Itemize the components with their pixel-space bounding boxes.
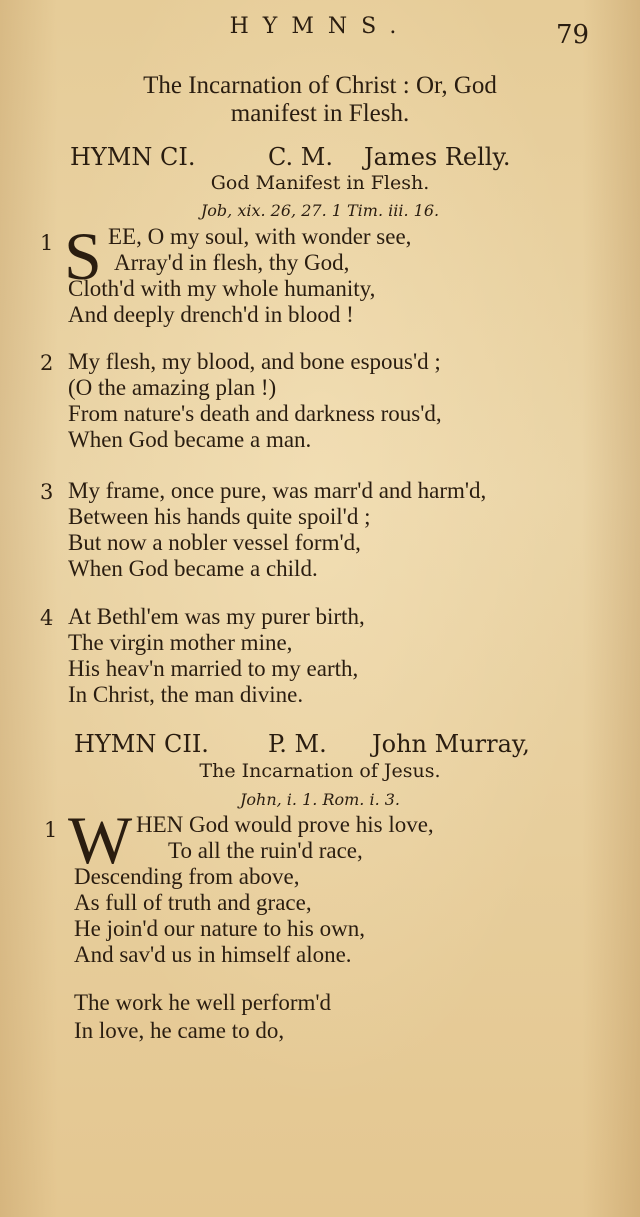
- verse-line: As full of truth and grace,: [74, 890, 312, 915]
- scripture-references: Job, xix. 26, 27. 1 Tim. iii. 16.: [200, 201, 440, 220]
- verse-line: His heav'n married to my earth,: [68, 656, 359, 681]
- verse-line: EE, O my soul, with wonder see,: [108, 224, 412, 249]
- verse-line: But now a nobler vessel form'd,: [68, 530, 361, 555]
- hymn-author: John Murray,: [372, 730, 530, 758]
- hymn-subtitle: The Incarnation of Jesus.: [199, 760, 441, 782]
- hymn-author: James Relly.: [364, 143, 511, 171]
- verse-line: And sav'd us in himself alone.: [74, 942, 352, 967]
- hymn-meter: C. M.: [268, 143, 333, 171]
- verse-line: Descending from above,: [74, 864, 300, 889]
- verse-line: When God became a man.: [68, 427, 312, 452]
- verse-line: Between his hands quite spoil'd ;: [68, 504, 371, 529]
- verse-number: 1: [44, 818, 58, 842]
- verse-line: My frame, once pure, was marr'd and harm'd,: [68, 478, 487, 503]
- verse-line: In Christ, the man divine.: [68, 682, 304, 707]
- section-title-line-1: The Incarnation of Christ : Or, God: [143, 72, 497, 99]
- verse-line: (O the amazing plan !): [68, 375, 277, 400]
- verse-line: When God became a child.: [68, 556, 318, 581]
- page-number: 79: [556, 20, 590, 50]
- hymn-number: HYMN CII.: [74, 730, 209, 758]
- hymn-number: HYMN CI.: [70, 143, 196, 171]
- section-title-line-2: manifest in Flesh.: [230, 100, 410, 127]
- hymn-meter: P. M.: [268, 730, 327, 758]
- hymn-subtitle: God Manifest in Flesh.: [210, 172, 430, 194]
- drop-cap: W: [68, 802, 133, 878]
- verse-line: The virgin mother mine,: [68, 630, 293, 655]
- verse-line: Array'd in flesh, thy God,: [114, 250, 350, 275]
- verse-line: At Bethl'em was my purer birth,: [68, 604, 365, 629]
- verse-number: 2: [40, 351, 54, 375]
- verse-line: And deeply drench'd in blood !: [68, 302, 354, 327]
- verse-line: My flesh, my blood, and bone espous'd ;: [68, 349, 441, 374]
- verse-number: 3: [40, 480, 54, 504]
- verse-number: 1: [40, 231, 54, 255]
- verse-line: The work he well perform'd: [74, 990, 332, 1015]
- verse-line: Cloth'd with my whole humanity,: [68, 276, 376, 301]
- running-title: HYMNS.: [229, 14, 411, 39]
- verse-line: In love, he came to do,: [74, 1018, 285, 1043]
- drop-cap: S: [64, 218, 102, 294]
- scripture-references: John, i. 1. Rom. i. 3.: [239, 790, 401, 809]
- verse-line: From nature's death and darkness rous'd,: [68, 401, 442, 426]
- verse-line: HEN God would prove his love,: [136, 812, 434, 837]
- verse-line: To all the ruin'd race,: [168, 838, 363, 863]
- verse-line: He join'd our nature to his own,: [74, 916, 365, 941]
- verse-number: 4: [40, 606, 54, 630]
